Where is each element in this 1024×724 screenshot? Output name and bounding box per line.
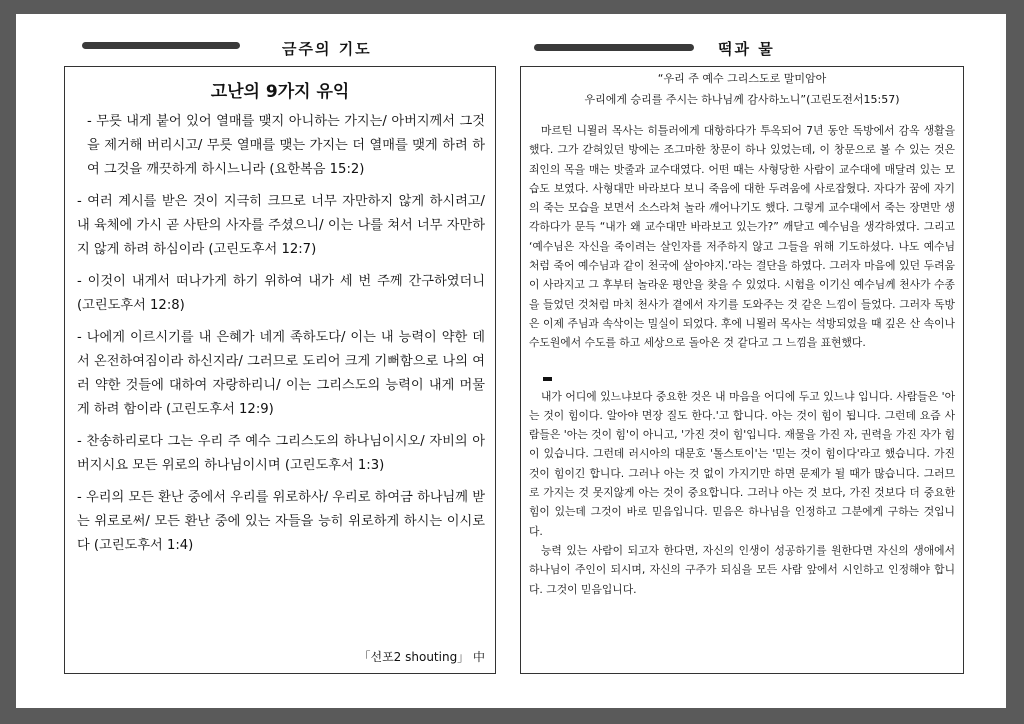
section-dash	[543, 377, 552, 381]
article-paragraph: 내가 어디에 있느냐보다 중요한 것은 내 마음을 어디에 두고 있느냐 입니다. 사람들은 '아는 것이 힘이다. 알아야 면장 질도 한다.'고 합니다. 아는 것이 힘이 됩니다. 그런데 요즘 사람들은 '아는 것이 힘'이 아니고, '가진 것이 힘'입니다. 재물을 가진 자, 권력을 가진 자가 힘이 있습니다. 그런데 러시아의 대문호 '톨스토이'는 '믿는 것이 힘이다'라고 했습니다. 가진 것이 힘이긴 합니다. 그러나 아는 것 없이 가지기만 하면 문제가 될 때가 많습니다. 그러므로 가지는 것 못지않게 아는 것이 중요합니다. 그러나 아는 것 보다, 가진 것보다 더 중요한 힘이 있는데 그것이 바로 믿음입니다. 믿음은 하나님을 인정하고 그분에게 구하는 것입니다.	[529, 389, 955, 538]
source-credit: 「선포2 shouting」 中	[358, 650, 485, 664]
prayer-box	[64, 66, 496, 674]
prayer-item: - 우리의 모든 환난 중에서 우리를 위로하사/ 우리로 하여금 하나님께 받는 위로로써/ 모든 환난 중에 있는 자들을 능히 위로하게 하시는 이시로다 (고린도후서 1:4)	[77, 490, 485, 553]
prayer-item: - 무릇 내게 붙어 있어 열매를 맺지 아니하는 가지는/ 아버지께서 그것을 제거해 버리시고/ 무릇 열매를 맺는 가지는 더 열매를 맺게 하려 하여 그것을 깨끗하게 하시느니라 (요한복음 15:2)	[87, 114, 485, 177]
left-header-bar	[82, 42, 240, 49]
prayer-item: - 나에게 이르시기를 내 은혜가 네게 족하도다/ 이는 내 능력이 약한 데서 온전하여짐이라 하신지라/ 그러므로 도리어 크게 기뻐함으로 나의 여러 약한 것들에 대하여 자랑하리니/ 이는 그리스도의 능력이 내게 머물게 하려 함이라 (고린도후서 12:9)	[77, 330, 485, 417]
article-paragraph: 마르틴 니묄러 목사는 히틀러에게 대항하다가 투옥되어 7년 동안 독방에서 감옥 생활을 했다. 그가 갇혀있던 방에는 조그마한 창문이 하나 있었는데, 이 창문으로 볼 수 있는 것은 죄인의 목을 매는 밧줄과 교수대였다. 어떤 때는 사형당한 사람이 교수대에 매달려 있는 모습도 보였다. 사형대만 바라보다 보니 죽음에 대한 두려움에 사로잡혔다. 자다가 꿈에 자기의 죽는 모습을 보면서 소스라쳐 놀라 깨어나기도 했다. 그렇게 교수대에서 죽는 장면만 생각하다가 문득 “내가 왜 교수대만 바라보고 있는가?” 깨닫고 예수님을 생각하였다. 그리고 ‘예수님은 자신을 죽이려는 살인자를 저주하지 않고 그들을 위해 기도하셨다. 나도 예수님처럼 죽어 예수님과 같이 천국에 살아야지.’라는 결단을 하였다. 그러자 마음에 있던 두려움이 사라지고 그 후부터 놀라운 평안을 찾을 수 있었다. 시험을 이기신 예수님께 천사가 수종을 들었던 것처럼 마치 천사가 곁에서 자기를 도와주는 것 같은 느낌이 들었다. 그러자 독방은 이제 주님과 속삭이는 밀실이 되었다. 후에 니묄러 목사는 석방되었을 때 깊은 산 속이나 수도원에서 수도를 하고 세상으로 돌아온 것 같다고 그 느낌을 표현했다.	[529, 124, 955, 350]
prayer-item: - 이것이 내게서 떠나가게 하기 위하여 내가 세 번 주께 간구하였더니 (고린도후서 12:8)	[77, 274, 485, 313]
verse-line-2: 우리에게 승리를 주시는 하나님께 감사하노니”(고린도전서15:57)	[584, 93, 900, 106]
right-header-title: 떡과 물	[718, 40, 775, 58]
left-header-title: 금주의 기도	[282, 40, 372, 58]
verse-line-1: “우리 주 예수 그리스도로 말미암아	[657, 72, 827, 85]
right-header-bar	[534, 44, 694, 51]
page-sheet	[16, 14, 1006, 708]
prayer-item: - 찬송하리로다 그는 우리 주 예수 그리스도의 하나님이시오/ 자비의 아버지시요 모든 위로의 하나님이시며 (고린도후서 1:3)	[77, 434, 485, 473]
article-paragraph: 능력 있는 사람이 되고자 한다면, 자신의 인생이 성공하기를 원한다면 자신의 생애에서 하나님이 주인이 되시며, 자신의 구주가 되심을 모든 사람 앞에서 시인하고 인정해야 합니다. 그것이 믿음입니다.	[529, 543, 955, 596]
prayer-item: - 여러 계시를 받은 것이 지극히 크므로 너무 자만하지 않게 하시려고/ 내 육체에 가시 곧 사탄의 사자를 주셨으니/ 이는 나를 쳐서 너무 자만하지 않게 하려 하심이라 (고린도후서 12:7)	[77, 194, 485, 257]
prayer-title: 고난의 9가지 유익	[210, 82, 350, 102]
article-box	[520, 66, 964, 674]
